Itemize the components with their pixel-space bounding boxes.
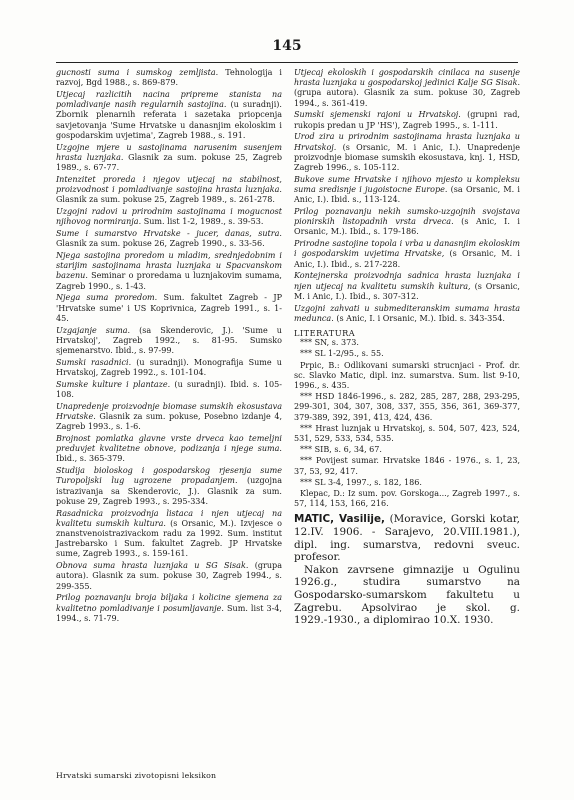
biography-heading-rest: (Moravice, Gorski kotar, 12.IV. 1906. - Sarajevo, 20.VIII.1981.), dipl. ing. sumarstva, redovni sveuc. profesor. bbox=[294, 513, 520, 564]
literature-item: Klepac, D.: Iz sum. pov. Gorskoga..., Zagreb 1997., s. 57, 114, 153, 166, 216. bbox=[294, 489, 520, 509]
biography-heading bbox=[294, 513, 520, 563]
entry-details: (grupni rad, rukopis predan u JP 'HS'), Zagreb 1995., s. 1-111. bbox=[294, 110, 520, 130]
literature-list bbox=[294, 338, 520, 509]
entry-title: gucnosti suma i sumskog zemljista. bbox=[56, 68, 219, 77]
entry-details: (s Anic, I. i Orsanic, M.). Ibid. s. 343-354. bbox=[333, 313, 505, 323]
footer: Hrvatski sumarski zivotopisni leksikon bbox=[56, 771, 217, 780]
bibliography-entry bbox=[294, 304, 520, 324]
entry-title: Unapredenje proizvodnje biomase sumskih ekosustava Hrvatske. bbox=[56, 401, 282, 422]
entry-details: (uzgojna istrazivanja sa Skenderovic, J.). Glasnik za sum. pokuse 29, Zagreb 1993., s. 295-334. bbox=[56, 476, 282, 506]
bibliography-entry bbox=[294, 207, 520, 238]
literature-item: Prpic, B.: Odlikovani sumarski strucnjaci - Prof. dr. sc. Slavko Matic, dipl. inz. sumarstva. Sum. list 9-10, 1996., s. 435. bbox=[294, 360, 520, 391]
entry-details: (sa Orsanic, M. i Anic, I.). Ibid. s., 113-124. bbox=[294, 185, 520, 205]
bibliography-entry bbox=[294, 271, 520, 302]
bibliography-entry bbox=[56, 207, 282, 227]
entry-details: Glasnik za sum. pokuse 25, Zagreb 1989., s. 261-278. bbox=[56, 195, 275, 205]
entry-details: (u suradnji). Ibid. s. 105-108. bbox=[56, 379, 283, 400]
entry-details: (grupa autora). Glasnik za sum. pokuse 30, Zagreb 1994., s. 361-419. bbox=[294, 88, 520, 108]
bibliography-entry bbox=[56, 251, 282, 292]
left-column bbox=[56, 68, 282, 626]
entry-title: Uzgojni radovi u prirodnim sastojinama i mogucnost njihovog normiranja. bbox=[56, 207, 282, 227]
entry-details: (s Orsanic, M. i Anic, I.). Unapredenje proizvodnje biomase sumskih ekosustava, knj. 1, HSD, Zagreb 1996., s. 105-112. bbox=[294, 142, 520, 173]
entry-details: (s Anic, I. i Orsanic, M.). Ibid., s. 179-186. bbox=[294, 217, 520, 237]
bibliography-entry bbox=[294, 132, 520, 173]
entry-title: Urod zira u prirodnim sastojinama hrasta luznjaka u Hrvatskoj. bbox=[294, 132, 520, 152]
entry-title: Prilog poznavanju nekih sumsko-uzgojnih svojstava pionirskih listopadnih vrsta drveca. bbox=[294, 207, 520, 227]
entry-title: Obnova suma hrasta luznjaka u SG Sisak. bbox=[56, 561, 249, 571]
literature-item: *** Povijest sumar. Hrvatske 1846 - 1976., s. 1, 23, 37, 53, 92, 417. bbox=[294, 456, 520, 476]
bibliography-entry bbox=[56, 358, 282, 378]
entry-title: Njega suma proredom. bbox=[56, 293, 158, 303]
bibliography-entry bbox=[56, 561, 282, 592]
literature-item: *** SL 1-2/95., s. 55. bbox=[300, 349, 384, 359]
bibliography-entry bbox=[56, 466, 282, 507]
bibliography-entry bbox=[56, 326, 282, 357]
entry-title: Uzgojni zahvati u submediteranskim sumama hrasta medunca. bbox=[294, 303, 520, 323]
entry-details: Sum. fakultet Zagreb - JP 'Hrvatske sume' i US Koprivnica, Zagreb 1991., s. 1-45. bbox=[56, 293, 282, 323]
entry-details: Sum. list 3-4, 1994., s. 71-79. bbox=[56, 603, 282, 623]
bibliography-entry bbox=[56, 293, 282, 324]
bibliography-entry bbox=[56, 434, 282, 465]
biography-text: Nakon zavrsene gimnazije u Ogulinu 1926.g., studira sumarstvo na Gospodarsko-sumarskom fakultetu u Zagrebu. Apsolvirao je skol. g. 1929.-1930., a diplomirao 10.X. 1930. bbox=[294, 563, 520, 627]
bibliography-entry bbox=[56, 90, 282, 141]
entry-title: Kontejnerska proizvodnja sadnica hrasta luznjaka i njen utjecaj na kvalitetu sumskih kultura, bbox=[294, 271, 520, 291]
bibliography-entry bbox=[294, 110, 520, 130]
bibliography-entry bbox=[56, 402, 282, 433]
entry-title: Uzgojne mjere u sastojinama narusenim susenjem hrasta luznjaka. bbox=[56, 142, 282, 162]
bibliography-entry bbox=[56, 593, 282, 624]
right-column bbox=[294, 68, 520, 627]
entry-details: (grupa autora). Glasnik za sum. pokuse 30, Zagreb 1994., s. 299-355. bbox=[56, 561, 282, 591]
entry-title: Prilog poznavanju broja biljaka i kolicine sjemena za kvalitetno pomladivanje i posumljavanje. bbox=[56, 593, 282, 613]
bibliography-entry bbox=[56, 509, 282, 560]
entry-title: Sumski rasadnici. bbox=[56, 357, 132, 367]
entry-title: Intenzitet proreda i njegov utjecaj na stabilnost, proizvodnost i pomladivanje sastojina hrasta luznjaka. bbox=[56, 174, 282, 195]
entry-details: (s Orsanic, M. i Anic, I.). Ibid., s. 217-228. bbox=[294, 249, 520, 269]
entry-title: Studija bioloskog i gospodarskog rjesenja sume Turopoljski lug ugrozene propadanjem. bbox=[56, 466, 282, 486]
entry-title: Brojnost pomlatka glavne vrste drveca kao temeljni preduvjet kvalitetne obnove, podizanja i njege suma. bbox=[56, 434, 282, 454]
entry-title: Bukove sume Hrvatske i njihovo mjesto u kompleksu suma sredisnje i jugoistocne Europe. bbox=[294, 174, 520, 195]
bibliography-entry bbox=[294, 239, 520, 270]
entry-details: (u suradnji). Zbornik plenarnih referata i sazetaka priopcenja savjetovanja 'Sume Hrvatske u danasnjim ekoloskim i gospodarskim uvjetima', Zagreb 1988., s. 191. bbox=[56, 100, 282, 140]
entry-details: Glasnik za sum. pokuse 25, Zagreb 1989., s. 67-77. bbox=[56, 152, 282, 173]
literature-item: *** SL 3-4, 1997., s. 182, 186. bbox=[300, 477, 422, 487]
bibliography-entry bbox=[294, 68, 520, 109]
entry-title: Sumske kulture i plantaze. bbox=[56, 379, 171, 389]
bibliography-entry bbox=[56, 229, 282, 249]
entry-title: Uzgajanje suma. bbox=[56, 325, 131, 335]
entry-details: Sum. list 1-2, 1989., s. 39-53. bbox=[141, 217, 264, 227]
bibliography-entry bbox=[294, 175, 520, 206]
entry-details: Tehnologija i razvoj, Bgd 1988., s. 869-879. bbox=[56, 68, 282, 88]
header-rule bbox=[56, 62, 518, 63]
entry-title: Sumski sjemenski rajoni u Hrvatskoj. bbox=[294, 110, 461, 120]
entry-details: (s Orsanic, M.). Izvjesce o znanstvenoistrazivackom radu za 1992. Sum. institut Jastrebarsko i Sum. fakultet Zagreb. JP Hrvatske sume, Zagreb 1993., s. 159-161. bbox=[56, 518, 282, 559]
entry-details: Glasnik za sum. pokuse, Posebno izdanje 4, Zagreb 1993., s. 1-6. bbox=[56, 412, 282, 432]
page-number: 145 bbox=[272, 38, 302, 54]
literature-item: *** HSD 1846-1996., s. 282, 285, 287, 288, 293-295, 299-301, 304, 307, 308, 337, 355, 356, 361, 369-377, 379-389, 392, 391, 413, 424, 436. bbox=[294, 392, 520, 422]
entry-title: Prirodne sastojine topola i vrba u danasnjim ekoloskim i gospodarskim uvjetima Hrvatske, bbox=[294, 239, 520, 259]
entry-details: (u suradnji). Monografija Sume u Hrvatskoj, Zagreb 1992., s. 101-104. bbox=[56, 357, 282, 378]
right-entries bbox=[294, 68, 520, 324]
literature-heading: LITERATURA bbox=[294, 328, 356, 339]
entry-details: Glasnik za sum. pokuse 26, Zagreb 1990., s. 33-56. bbox=[56, 239, 265, 249]
entry-details: Ibid., s. 365-379. bbox=[56, 454, 125, 464]
entry-details: (s Orsanic, M. i Anic, I.). Ibid., s. 307-312. bbox=[294, 281, 520, 301]
bibliography-entry bbox=[56, 68, 282, 88]
entry-details: Seminar o proredama u luznjakovim sumama, Zagreb 1990., s. 1-43. bbox=[56, 271, 282, 291]
entry-title: Utjecaj ekoloskih i gospodarskih cinilaca na susenje hrasta luznjaka u gospodarskoj jedinici Kalje SG Sisak. bbox=[294, 68, 520, 88]
entry-title: Sume i sumarstvo Hrvatske - jucer, danas, sutra. bbox=[56, 229, 282, 239]
entry-title: Njega sastojina proredom u mladim, srednjedobnim i starijim sastojinama hrasta luznjaka u Spacvanskom bazenu. bbox=[56, 251, 282, 281]
bibliography-entry bbox=[56, 175, 282, 206]
literature-item: *** SIB, s. 6, 34, 67. bbox=[300, 445, 382, 455]
biography-name: MATIC, Vasilije, bbox=[294, 513, 385, 526]
entry-title: Rasadnicka proizvodnja listaca i njen utjecaj na kvalitetu sumskih kultura. bbox=[56, 508, 282, 528]
bibliography-entry bbox=[56, 143, 282, 174]
literature-item: *** Hrast luznjak u Hrvatskoj, s. 504, 507, 423, 524, 531, 529, 533, 534, 535. bbox=[294, 423, 520, 444]
entry-title: Utjecaj razlicitih nacina pripreme stanista na pomladivanje nasih regularnih sastojina. bbox=[56, 90, 282, 110]
entry-details: (sa Skenderovic, J.). 'Sume u Hrvatskoj', Zagreb 1992., s. 81-95. Sumsko sjemenarstvo. Ibid., s. 97-99. bbox=[56, 325, 282, 356]
bibliography-entry bbox=[56, 380, 282, 400]
literature-item: *** SN, s. 373. bbox=[300, 338, 359, 348]
